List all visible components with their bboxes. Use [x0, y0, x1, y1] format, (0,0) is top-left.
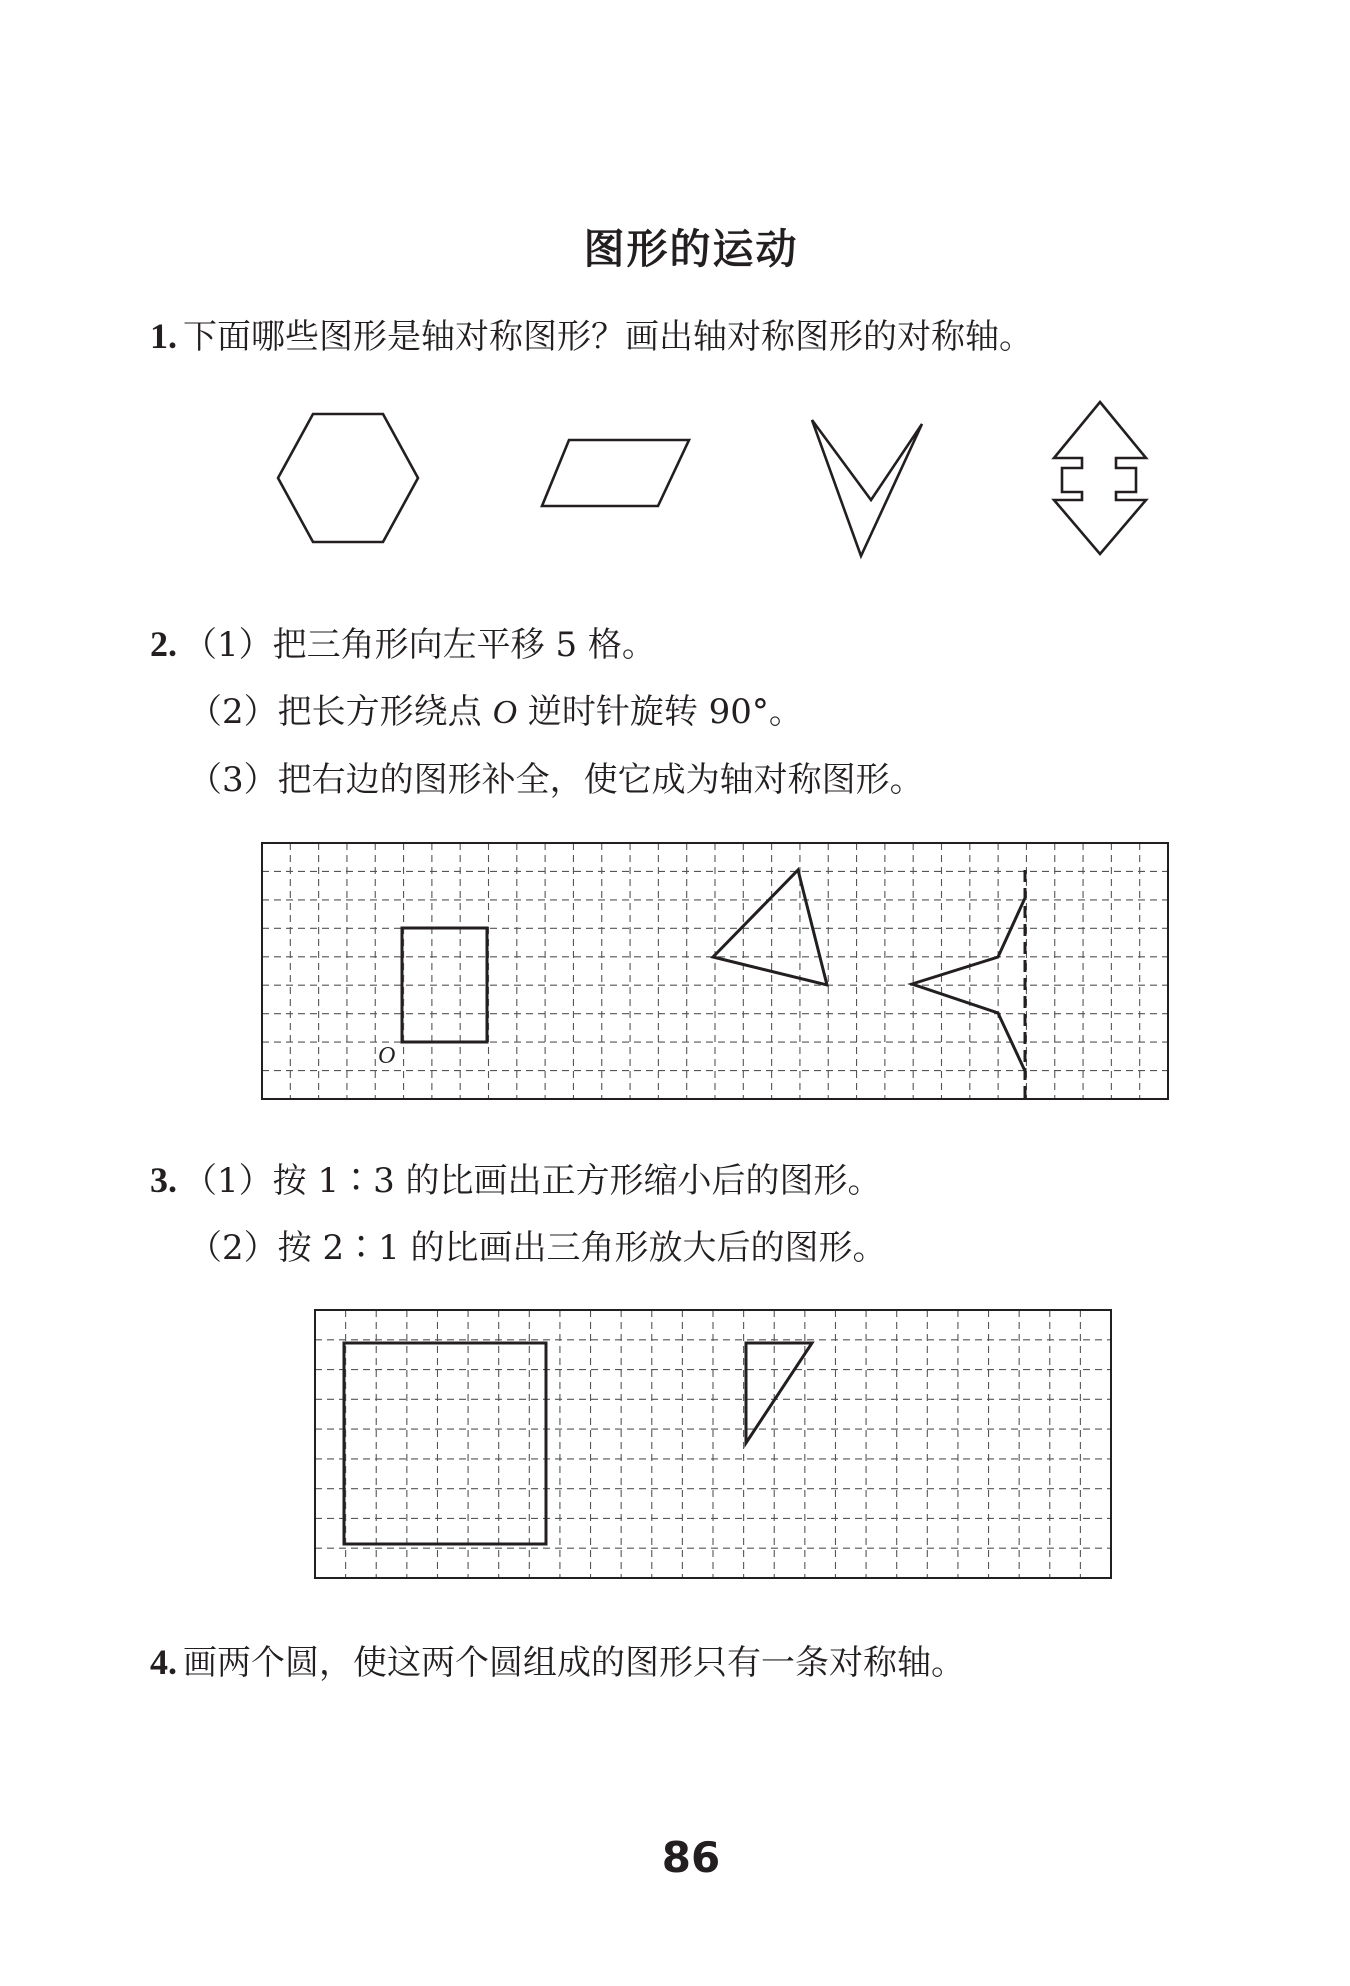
right-triangle-figure: [746, 1343, 812, 1443]
question-number: 2.: [150, 624, 177, 664]
half-figure: [912, 898, 1025, 1071]
point-o-label: O: [378, 1043, 396, 1069]
section-title: 图形的运动: [583, 225, 799, 273]
part-label: （2）: [188, 1228, 278, 1268]
square-figure: [344, 1343, 546, 1544]
part-label: （2）: [188, 692, 278, 732]
question-text: 画两个圆，使这两个圆组成的图形只有一条对称轴。: [183, 1643, 965, 1683]
part-label: （1）: [183, 1161, 273, 1201]
hexagon-icon: [278, 414, 418, 542]
question-number: 3.: [150, 1160, 177, 1200]
part-label: （3）: [188, 760, 278, 800]
point-variable: O: [492, 694, 518, 731]
part-text-end: 逆时针旋转 90°。: [517, 692, 803, 732]
question-text: 下面哪些图形是轴对称图形？画出轴对称图形的对称轴。: [183, 317, 1033, 357]
question-number: 4.: [150, 1642, 177, 1682]
grid-3: [315, 1310, 1111, 1578]
triangle-figure: [713, 870, 827, 985]
part-text: 把右边的图形补全，使它成为轴对称图形。: [277, 760, 924, 800]
parallelogram-icon: [542, 440, 689, 506]
part-text: 把三角形向左平移 5 格。: [272, 625, 656, 665]
question-number: 1.: [150, 316, 177, 356]
part-text: 按 2∶1 的比画出三角形放大后的图形。: [277, 1228, 887, 1268]
part-text: 按 1∶3 的比画出正方形缩小后的图形。: [272, 1161, 882, 1201]
part-text: 把长方形绕点: [277, 692, 493, 732]
chevron-v-icon: [812, 420, 922, 556]
double-arrow-icon: [1054, 402, 1146, 554]
part-label: （1）: [183, 625, 273, 665]
grid-2: [262, 843, 1168, 1099]
page-number: 86: [661, 1833, 721, 1882]
